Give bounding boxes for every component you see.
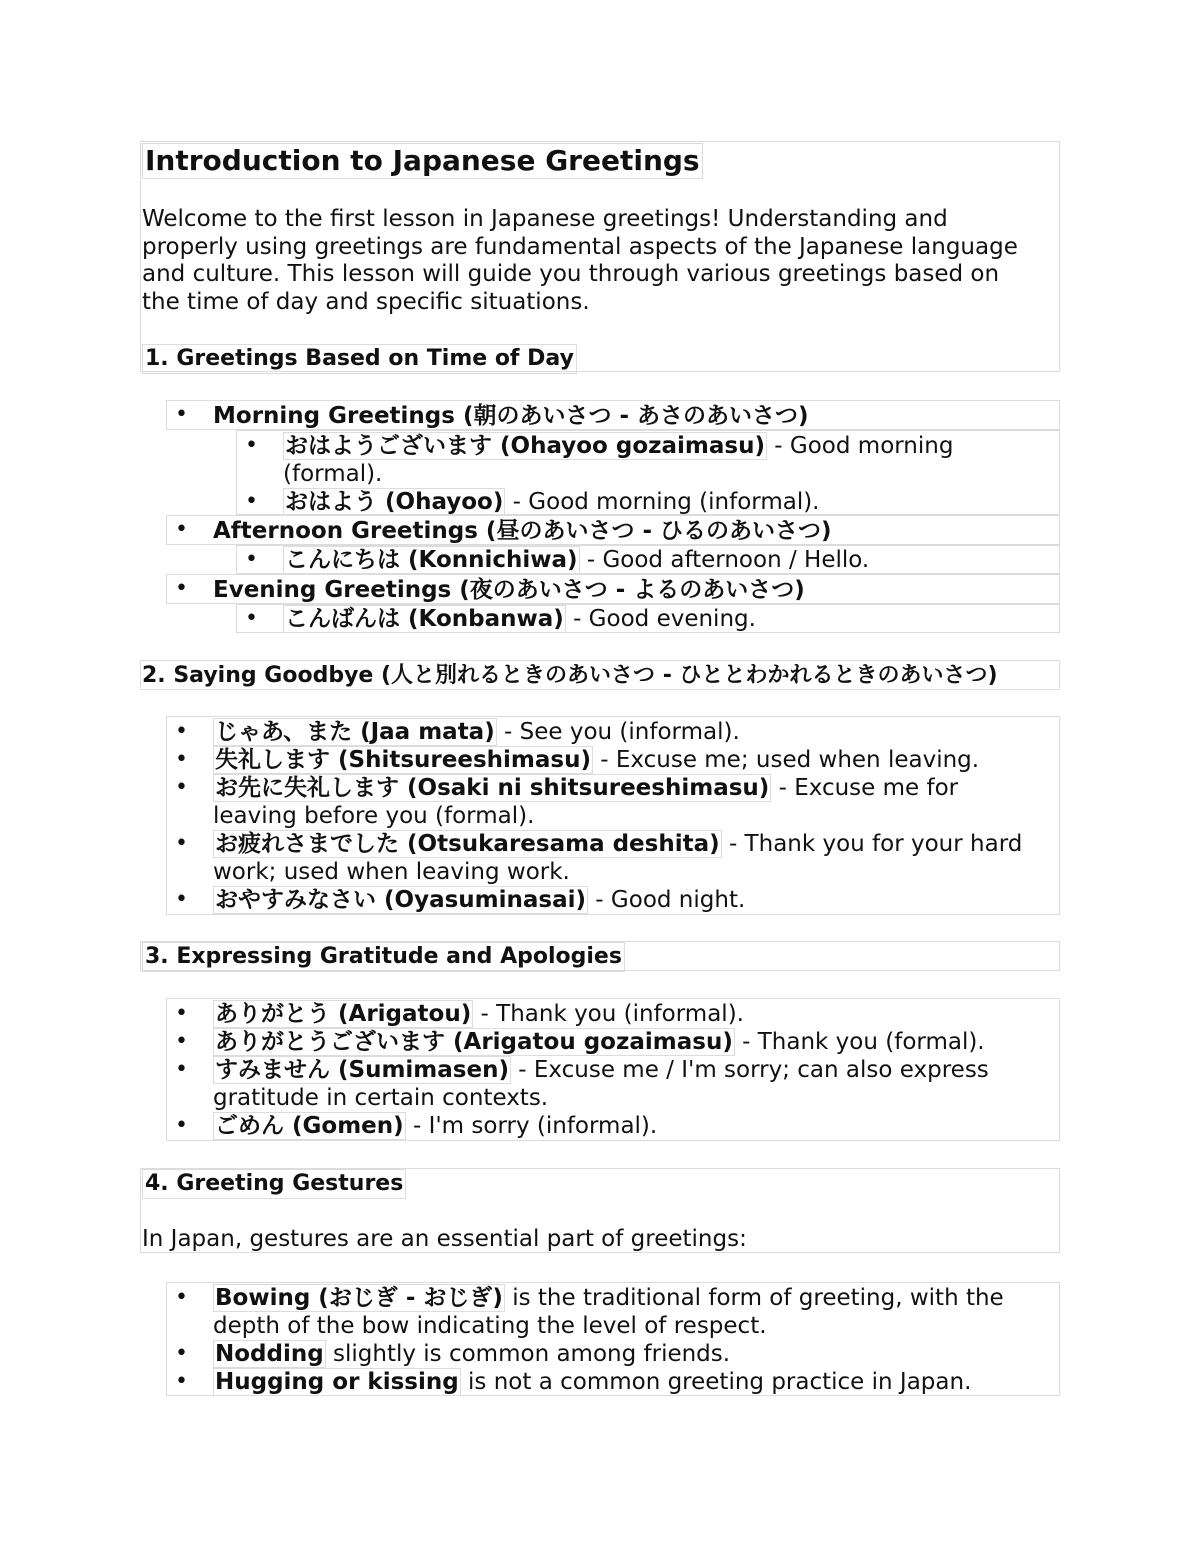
intro-block	[140, 141, 1060, 372]
section-heading-goodbye: 2. Saying Goodbye (人と別れるときのあいさつ - ひととわかれるときのあいさつ)	[142, 663, 998, 688]
list-item-ohayoo: おはよう (Ohayoo) - Good morning (informal).	[285, 489, 820, 515]
page-title: Introduction to Japanese Greetings	[142, 143, 703, 179]
bullet-icon: •	[175, 1285, 188, 1310]
goodbye-list	[166, 716, 1060, 915]
list-item-hugging: Hugging or kissing is not a common greeting practice in Japan.	[215, 1369, 972, 1395]
bullet-icon: •	[175, 1341, 188, 1366]
bullet-icon: •	[175, 719, 188, 744]
list-item-shitsureeshimasu: 失礼します (Shitsureeshimasu) - Excuse me; used when leaving.	[215, 747, 980, 773]
list-item-ohayoo-gozaimasu: おはようございます (Ohayoo gozaimasu) - Good morning	[285, 433, 954, 459]
evening-items	[236, 604, 1060, 633]
bullet-icon: •	[175, 747, 188, 772]
evening-header	[166, 574, 1060, 604]
intro-line-2: properly using greetings are fundamental aspects of the Japanese language	[142, 234, 1018, 260]
afternoon-label: Afternoon Greetings (昼のあいさつ - ひるのあいさつ)	[213, 518, 832, 544]
gratitude-list	[166, 998, 1060, 1141]
section-heading-gratitude: 3. Expressing Gratitude and Apologies	[142, 942, 625, 972]
gestures-intro: In Japan, gestures are an essential part of greetings:	[142, 1226, 747, 1252]
list-item-ohayoo-gozaimasu-cont: (formal).	[283, 461, 383, 487]
list-item-jaa-mata: じゃあ、また (Jaa mata) - See you (informal).	[215, 719, 740, 745]
list-item-nodding: Nodding slightly is common among friends.	[215, 1341, 731, 1367]
bullet-icon: •	[245, 547, 258, 572]
intro-line-3: and culture. This lesson will guide you through various greetings based on	[142, 261, 1000, 287]
bullet-icon: •	[245, 489, 258, 514]
list-item-arigatou-gozaimasu: ありがとうございます (Arigatou gozaimasu) - Thank you (formal).	[215, 1029, 985, 1055]
gestures-heading-block	[140, 1168, 1060, 1253]
list-item-gomen: ごめん (Gomen) - I'm sorry (informal).	[215, 1113, 658, 1139]
bullet-icon: •	[175, 1113, 188, 1138]
morning-label: Morning Greetings (朝のあいさつ - あさのあいさつ)	[213, 403, 809, 429]
goodbye-heading-block	[140, 660, 1060, 690]
list-item-bowing: Bowing (おじぎ - おじぎ) is the traditional form of greeting, with the	[215, 1285, 1004, 1311]
bullet-icon: •	[245, 606, 258, 631]
section-heading-time-of-day: 1. Greetings Based on Time of Day	[142, 344, 577, 374]
evening-label: Evening Greetings (夜のあいさつ - よるのあいさつ)	[213, 577, 805, 603]
morning-items	[236, 430, 1060, 515]
gratitude-heading-block	[140, 941, 1060, 971]
section-heading-gestures: 4. Greeting Gestures	[142, 1169, 406, 1199]
bullet-icon: •	[175, 402, 188, 427]
list-item-bowing-cont: depth of the bow indicating the level of respect.	[213, 1313, 767, 1339]
list-item-otsukaresama-cont: work; used when leaving work.	[213, 859, 570, 885]
bullet-icon: •	[175, 517, 188, 542]
list-item-oyasuminasai: おやすみなさい (Oyasuminasai) - Good night.	[215, 887, 746, 913]
list-item-konbanwa: こんばんは (Konbanwa) - Good evening.	[285, 606, 756, 632]
bullet-icon: •	[175, 775, 188, 800]
list-item-osaki-ni-cont: leaving before you (formal).	[213, 803, 535, 829]
list-item-otsukaresama: お疲れさまでした (Otsukaresama deshita) - Thank you for your hard	[215, 831, 1023, 857]
gestures-list	[166, 1282, 1060, 1396]
intro-line-4: the time of day and specific situations.	[142, 289, 590, 315]
bullet-icon: •	[175, 1029, 188, 1054]
bullet-icon: •	[175, 1001, 188, 1026]
bullet-icon: •	[175, 1369, 188, 1394]
bullet-icon: •	[175, 1057, 188, 1082]
bullet-icon: •	[175, 831, 188, 856]
bullet-icon: •	[175, 887, 188, 912]
bullet-icon: •	[175, 576, 188, 601]
intro-line-1: Welcome to the first lesson in Japanese greetings! Understanding and	[142, 206, 948, 232]
list-item-konnichiwa: こんにちは (Konnichiwa) - Good afternoon / Hello.	[285, 547, 870, 573]
bullet-icon: •	[245, 433, 258, 458]
afternoon-header	[166, 515, 1060, 545]
list-item-osaki-ni: お先に失礼します (Osaki ni shitsureeshimasu) - Excuse me for	[215, 775, 959, 801]
morning-header	[166, 400, 1060, 430]
list-item-arigatou: ありがとう (Arigatou) - Thank you (informal).	[215, 1001, 744, 1027]
afternoon-items	[236, 545, 1060, 574]
list-item-sumimasen-cont: gratitude in certain contexts.	[213, 1085, 549, 1111]
list-item-sumimasen: すみません (Sumimasen) - Excuse me / I'm sorry; can also express	[215, 1057, 989, 1083]
